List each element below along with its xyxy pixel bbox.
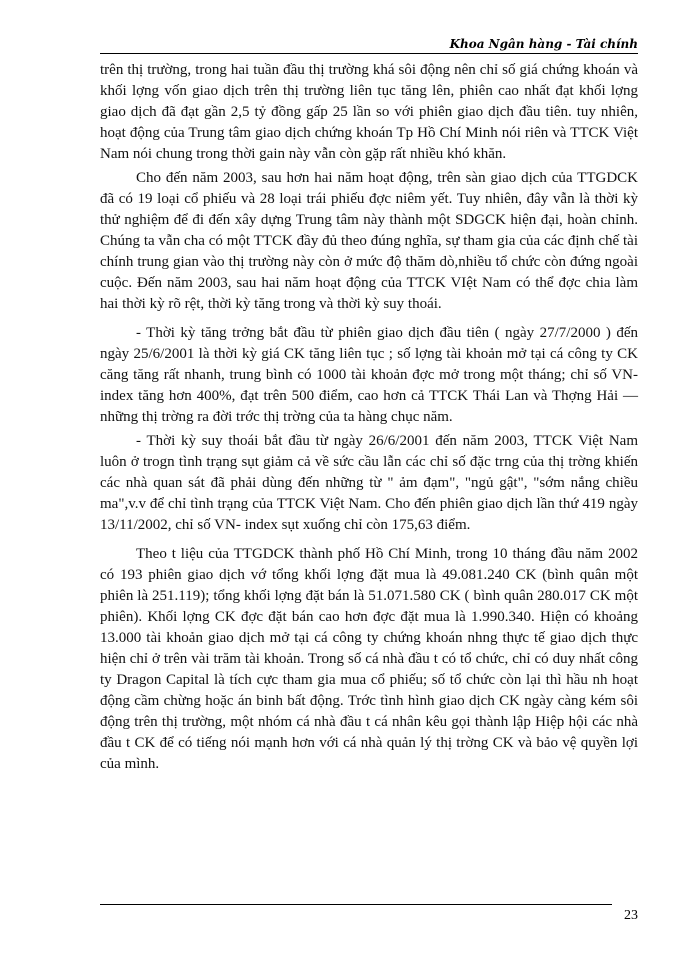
page-number: 23 [624,908,638,923]
page-header-title: Khoa Ngân hàng - Tài chính [449,37,638,51]
header-divider [100,53,638,54]
body-text [100,60,638,778]
paragraph: - Thời kỳ suy thoái bắt đầu từ ngày 26/6/2001 đến năm 2003, TTCK Việt Nam luôn ở trogn tình trạng sụt giảm cả về sức cầu lẫn các chỉ số đặc trng của thị trờng khiến các nhà quan sát đã phải dùng đến những từ " ảm đạm", "ngủ gật", "sớm nắng chiều ma",v.v để chỉ tình trạng của TTCK Việt Nam. Cho đến phiên giao dịch lần thứ 419 ngày 13/11/2002, chỉ số VN- index sụt xuống chỉ còn 175,63 điểm. [100,433,638,533]
paragraph: Theo t liệu của TTGDCK thành phố Hồ Chí Minh, trong 10 tháng đầu năm 2002 có 193 phiên giao dịch vớ tổng khối lợng đặt mua là 49.081.240 CK (bình quân một phiên là 251.119); tổng khối lợng đặt bán là 51.071.580 CK ( bình quân 280.017 CK một phiên). Khối lợng CK đợc đặt bán cao hơn đợc đặt mua là 1.990.340. Hiện có khoảng 13.000 tài khoản giao dịch mở tại cá công ty chứng khoán nhng thực tế giao dịch thực hiện chỉ ở trên vài trăm tài khoản. Trong số cá nhà đầu t có tổ chức, chỉ có duy nhất công ty Dragon Capital là tích cực tham gia mua cổ phiếu; số tổ chức còn lại thì hầu nh hoạt động cầm chừng hoặc án binh bất động. Trớc tình hình giao dịch CK ngày càng kém sôi động trên thị trường, một nhóm cá nhà đầu t cá nhân kêu gọi thành lập Hiệp hội các nhà đầu t CK để có tiếng nói mạnh hơn với cá nhà quản lý thị trờng CK và bảo vệ quyền lợi của mình. [100,546,638,772]
footer-divider [100,904,612,905]
paragraph: Cho đến năm 2003, sau hơn hai năm hoạt động, trên sàn giao dịch của TTGDCK đã có 19 loại cổ phiếu và 28 loại trái phiếu đợc niêm yết. Tuy nhiên, đây vẫn là thời kỳ thử nghiệm để đi đến xây dựng Trung tâm này thành một SDGCK hiện đại, hoàn chỉnh. Chúng ta vẫn cha có một TTCK đầy đủ theo đúng nghĩa, sự tham gia của các định chế tài chính trung gian vào thị trường này còn ở mức độ thăm dò,nhiều tổ chức còn đứng ngoài cuộc. Đến năm 2003, sau hai năm hoạt động của TTCK VIệt Nam có thể đợc chia làm hai thời kỳ rõ rệt, thời kỳ tăng trong và thời kỳ suy thoái. [100,170,638,312]
paragraph: trên thị trường, trong hai tuần đầu thị trường khá sôi động nên chỉ số giá chứng khoán và khối lợng vốn giao dịch trên thị trường liên tục tăng lên, phiên cao nhất đạt khối lợng giao dịch đã đạt gần 2,5 tỷ đồng gấp 25 lần so với phiên giao dịch đầu tiên. tuy nhiên, hoạt động của Trung tâm giao dịch chứng khoán Tp Hồ Chí Minh nói riên và TTCK Việt Nam nói chung trong thời gain này vẫn còn gặp rất nhiều khó khăn. [100,62,638,162]
paragraph: - Thời kỳ tăng trởng bắt đầu từ phiên giao dịch đầu tiên ( ngày 27/7/2000 ) đến ngày 25/6/2001 là thời kỳ giá CK tăng liên tục ; số lợng tài khoản mở tại cá công ty CK căng tăng rất nhanh, trung bình có 1000 tài khoản đợc mở trong một tháng; chỉ số VN- index tăng hơn 400%, đạt trên 500 điểm, cao hơn cả TTCK Thái Lan và Thợng Hải — những thị trờng ra đời trớc thị trờng của ta hàng chục năm. [100,325,638,425]
